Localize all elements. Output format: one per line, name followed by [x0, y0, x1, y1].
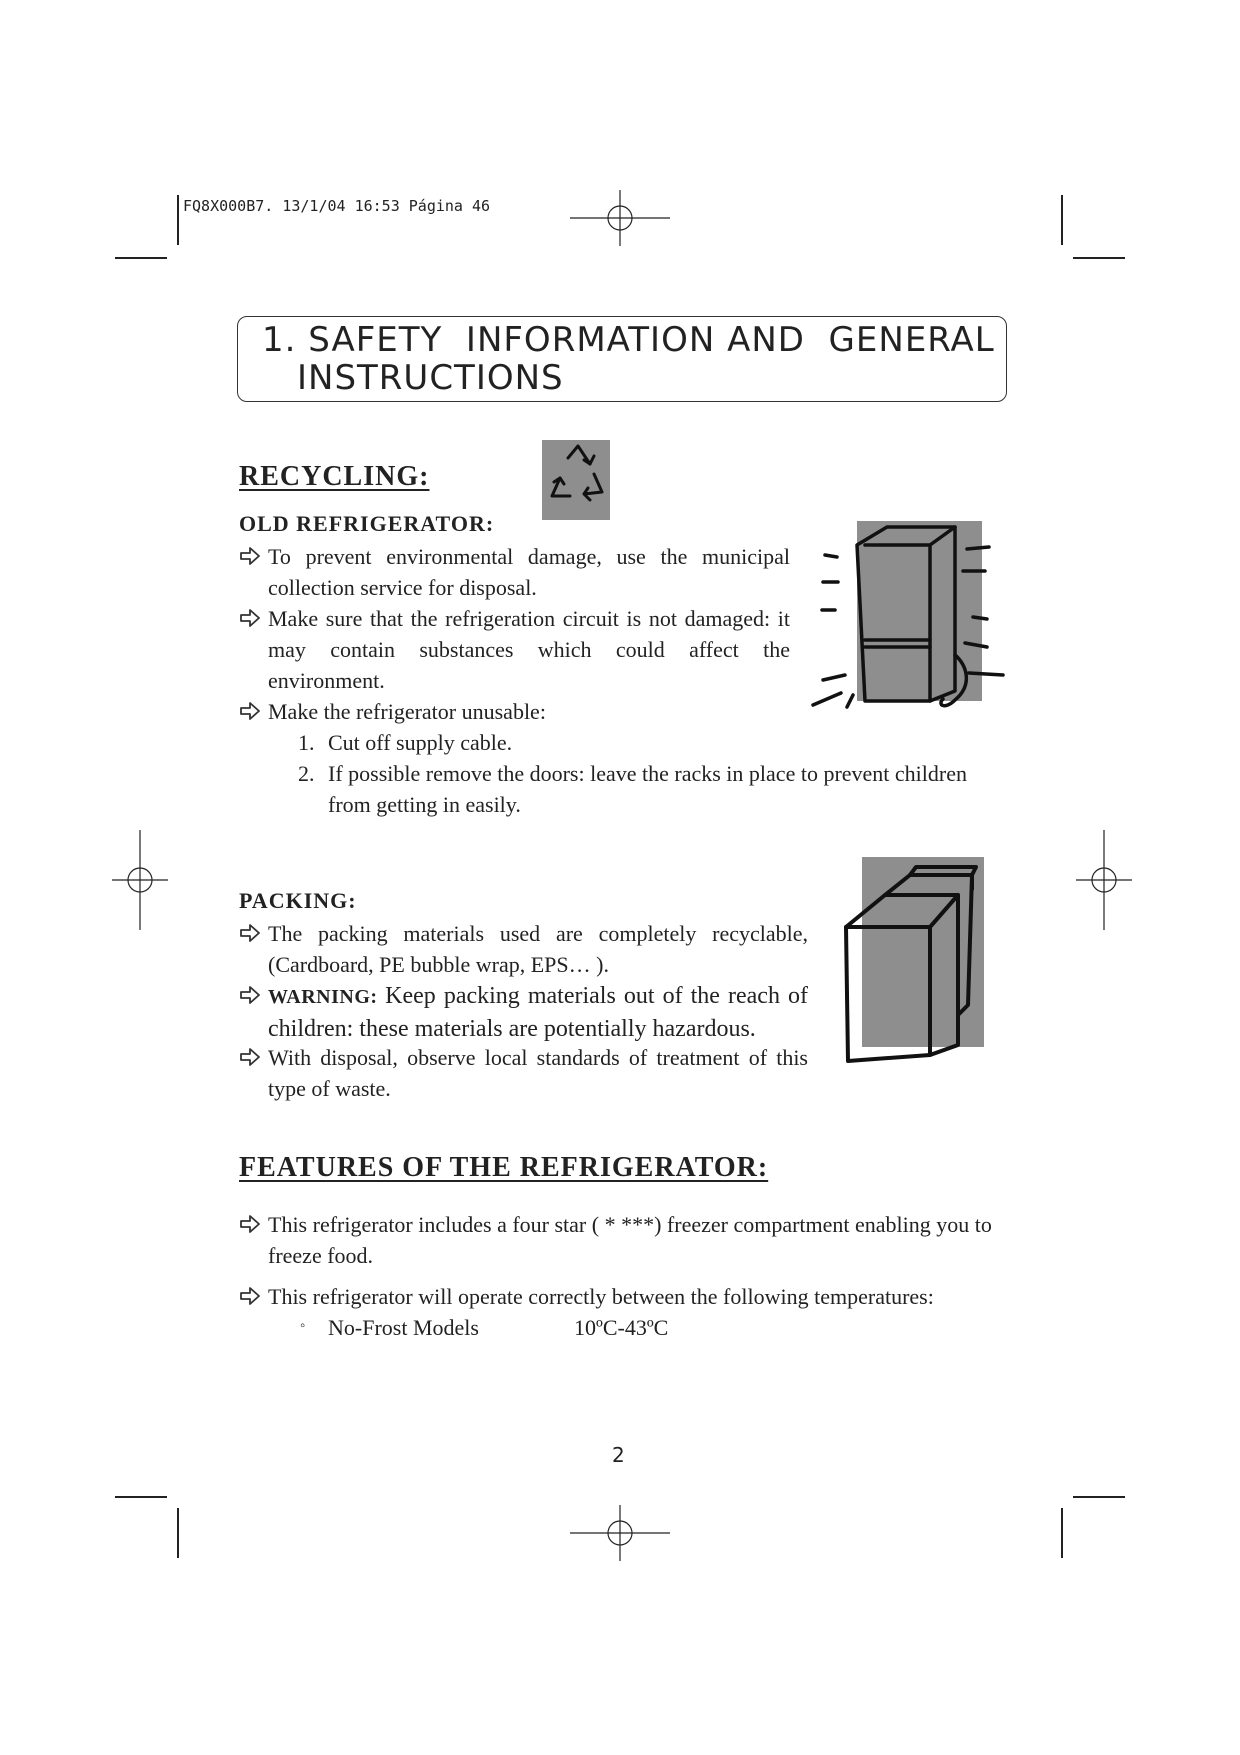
- registration-mark-bottom: [570, 1505, 670, 1561]
- warning-label: WARNING:: [268, 986, 378, 1008]
- model-label: No-Frost Models: [328, 1315, 479, 1340]
- section-title: 1. SAFETY INFORMATION AND GENERAL: [262, 320, 995, 360]
- packing-heading: PACKING:: [239, 888, 357, 913]
- model-range: 10ºC-43ºC: [574, 1315, 669, 1340]
- arrow-bullet-icon: [238, 604, 262, 632]
- packing-box-illustration: [840, 855, 990, 1065]
- arrow-bullet-icon: [238, 1282, 262, 1310]
- list-item-text: The packing materials used are completely recyclable, (Cardboard, PE bubble wrap, EPS… ).: [268, 921, 808, 977]
- list-item: [268, 541, 790, 603]
- registration-mark-top: [570, 190, 670, 246]
- step-number: 2.: [298, 761, 315, 786]
- old-refrigerator-heading: OLD REFRIGERATOR:: [239, 511, 495, 536]
- arrow-bullet-icon: [238, 981, 262, 1009]
- arrow-bullet-icon: [238, 697, 262, 725]
- numbered-step: [298, 758, 1008, 820]
- list-item-text: Make the refrigerator unusable:: [268, 699, 546, 724]
- list-item: [268, 696, 790, 727]
- list-item: [268, 603, 790, 696]
- list-item: [268, 1281, 1008, 1312]
- section-title-line2: INSTRUCTIONS: [297, 358, 564, 398]
- arrow-bullet-icon: [238, 1043, 262, 1071]
- list-item-text: With disposal, observe local standards of treatment of this type of waste.: [268, 1045, 808, 1101]
- print-slug: FQ8X000B7. 13/1/04 16:53 Página 46: [183, 197, 491, 215]
- list-item-text: This refrigerator includes a four star ( * ***) freezer compartment enabling you to freeze food.: [268, 1212, 992, 1268]
- warning-text: Keep packing materials out of the reach of children: these materials are potentially hazardous.: [268, 983, 808, 1042]
- arrow-bullet-icon: [238, 542, 262, 570]
- arrow-bullet-icon: [238, 919, 262, 947]
- list-item-text: To prevent environmental damage, use the municipal collection service for disposal.: [268, 544, 790, 600]
- old-refrigerator-illustration: [805, 515, 1010, 715]
- registration-mark-left: [112, 830, 168, 930]
- step-text: Cut off supply cable.: [328, 730, 513, 755]
- list-item-text: This refrigerator will operate correctly between the following temperatures:: [268, 1284, 934, 1309]
- list-item: [268, 918, 808, 980]
- list-item: [268, 1209, 1008, 1271]
- page-number: 2: [612, 1443, 625, 1467]
- temperature-row: [300, 1312, 728, 1343]
- ring-bullet-icon: ◦: [300, 1318, 306, 1334]
- registration-mark-right: [1076, 830, 1132, 930]
- recycle-icon: [540, 438, 612, 522]
- arrow-bullet-icon: [238, 1210, 262, 1238]
- list-item: [268, 980, 808, 1045]
- list-item: [268, 1042, 808, 1104]
- features-heading: FEATURES OF THE REFRIGERATOR:: [239, 1152, 769, 1183]
- list-item-text: Make sure that the refrigeration circuit is not damaged: it may contain substances which could affect the environment.: [268, 606, 790, 693]
- step-number: 1.: [298, 730, 315, 755]
- numbered-step: [298, 727, 1008, 758]
- step-text: If possible remove the doors: leave the racks in place to prevent children from getting in easily.: [328, 761, 967, 817]
- recycling-heading: RECYCLING:: [239, 461, 430, 492]
